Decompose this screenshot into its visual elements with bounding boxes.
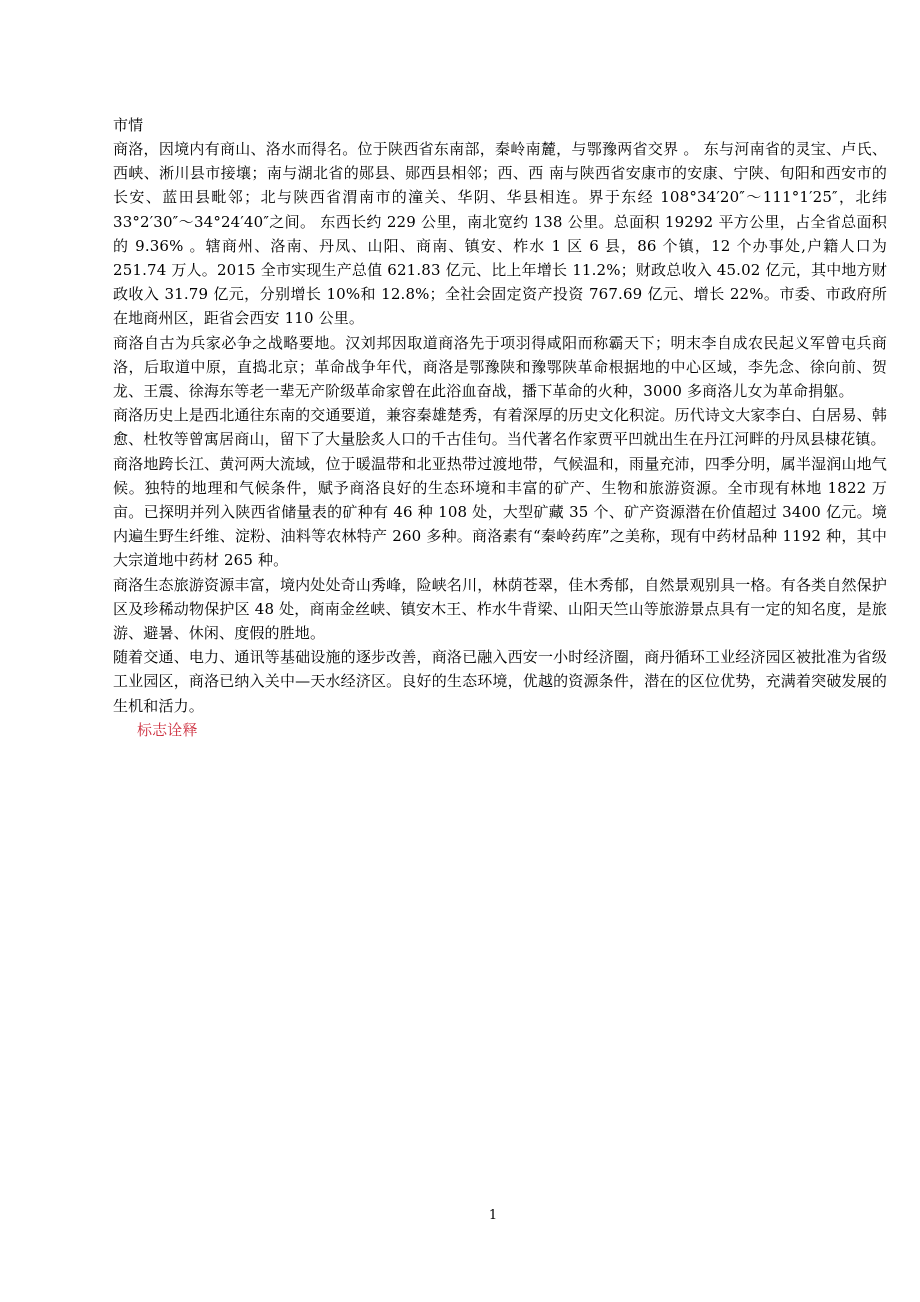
- page-number: 1: [488, 1208, 498, 1223]
- logo-explanation-link[interactable]: 标志诠释: [137, 720, 198, 739]
- paragraph-overview: 商洛，因境内有商山、洛水而得名。位于陕西省东南部，秦岭南麓，与鄂豫两省交界 。 东与河南省的灵宝、卢氏、西峡、淅川县市接壤；南与湖北省的郧县、郧西县相邻；西、西 南与陕西省安康市的安康、宁陕、旬阳和西安市的长安、蓝田县毗邻；北与陕西省渭南市的潼关、华阴、华县相连。界于东经 108°34′20″～111°1′25″，北纬 33°2′30″～34°24′40″之间。 东西长约 229 公里，南北宽约 138 公里。总面积 19292 平方公里，占全省总面积的 9.36% 。辖商州、洛南、丹凤、山阳、商南、镇安、柞水 1 区 6 县，86 个镇，12 个办事处,户籍人口为 251.74 万人。2015 全市实现生产总值 621.83 亿元、比上年增长 11.2%；财政总收入 45.02 亿元，其中地方财政收入 31.79 亿元，分别增长 10%和 12.8%；全社会固定资产投资 767.69 亿元、增长 22%。市委、市政府所在地商州区，距省会西安 110 公里。: [113, 140, 887, 328]
- document-body: [113, 113, 887, 742]
- paragraph-tourism: 商洛生态旅游资源丰富，境内处处奇山秀峰，险峡名川，林荫苍翠，佳木秀郁，自然景观别具一格。有各类自然保护区及珍稀动物保护区 48 处，商南金丝峡、镇安木王、柞水牛背梁、山阳天竺山等旅游景点具有一定的知名度，是旅游、避暑、休闲、度假的胜地。: [113, 575, 887, 643]
- paragraph-strategic-history: 商洛自古为兵家必争之战略要地。汉刘邦因取道商洛先于项羽得咸阳而称霸天下；明末李自成农民起义军曾屯兵商洛，后取道中原，直捣北京；革命战争年代，商洛是鄂豫陕和豫鄂陕革命根据地的中心区域，李先念、徐向前、贺龙、王震、徐海东等老一辈无产阶级革命家曾在此浴血奋战，播下革命的火种，3000 多商洛儿女为革命捐躯。: [113, 333, 887, 401]
- section-title: 市情: [113, 116, 144, 134]
- paragraph-climate-resources: 商洛地跨长江、黄河两大流域，位于暖温带和北亚热带过渡地带，气候温和，雨量充沛，四季分明，属半湿润山地气候。独特的地理和气候条件，赋予商洛良好的生态环境和丰富的矿产、生物和旅游资源。全市现有林地 1822 万亩。已探明并列入陕西省储量表的矿种有 46 种 108 处，大型矿藏 35 个、矿产资源潜在价值超过 3400 亿元。境内遍生野生纤维、淀粉、油料等农林特产 260 多种。商洛素有“秦岭药库”之美称，现有中药材品种 1192 种，其中大宗道地中药材 265 种。: [113, 454, 887, 570]
- paragraph-culture: 商洛历史上是西北通往东南的交通要道，兼容秦雄楚秀，有着深厚的历史文化积淀。历代诗文大家李白、白居易、韩愈、杜牧等曾寓居商山，留下了大量脍炙人口的千古佳句。当代著名作家贾平凹就出生在丹江河畔的丹凤县棣花镇。: [113, 406, 887, 449]
- paragraph-development: 随着交通、电力、通讯等基础设施的逐步改善，商洛已融入西安一小时经济圈，商丹循环工业经济园区被批准为省级工业园区，商洛已纳入关中—天水经济区。良好的生态环境，优越的资源条件，潜在的区位优势，充满着突破发展的生机和活力。: [113, 648, 887, 715]
